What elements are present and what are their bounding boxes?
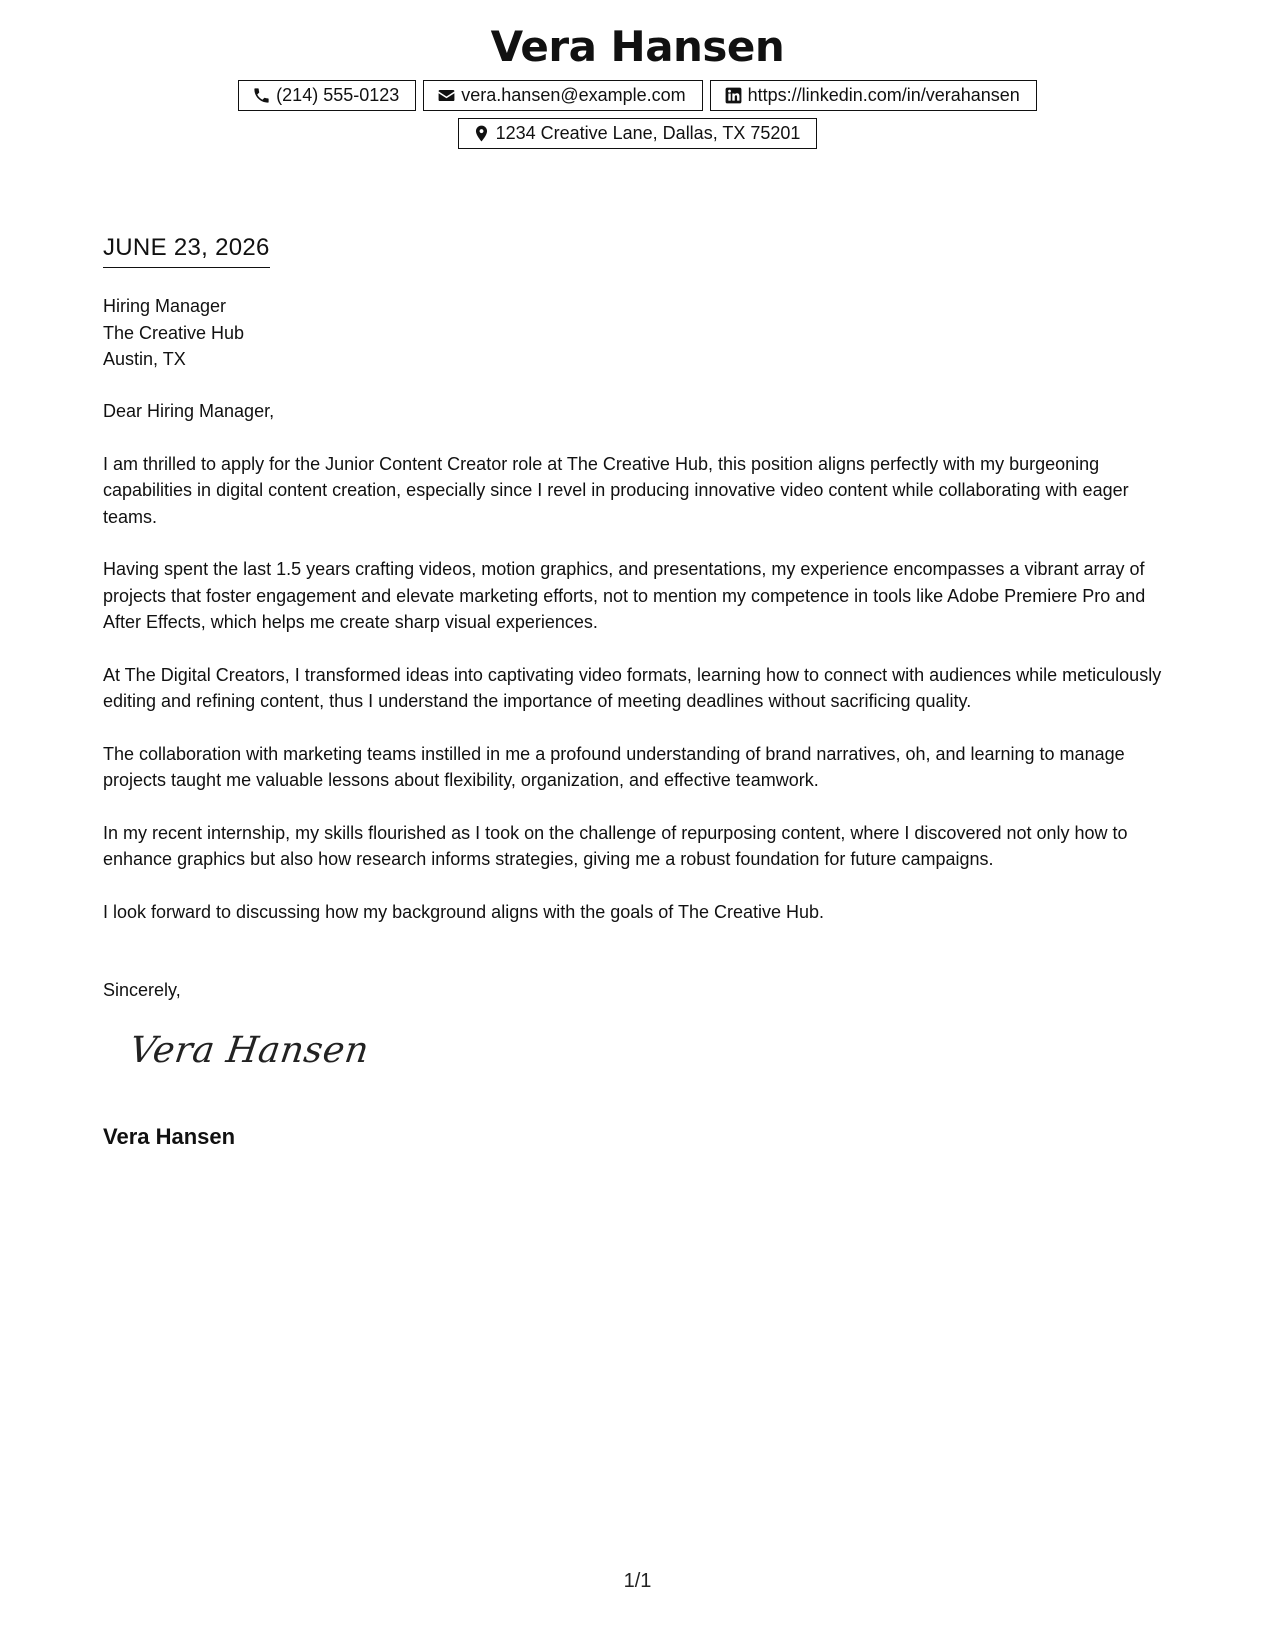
- body-paragraph: I am thrilled to apply for the Junior Content Creator role at The Creative Hub, this position aligns perfectly with my burgeoning capabilities in digital content creation, especially since I revel in producing innovative video content while collaborating with eager teams.: [103, 453, 1129, 527]
- body-paragraph: I look forward to discussing how my background aligns with the goals of The Creative Hub.: [103, 901, 825, 922]
- contact-address-text: 1234 Creative Lane, Dallas, TX 75201: [495, 123, 801, 143]
- contact-row-primary: [0, 80, 1275, 111]
- linkedin-icon: [724, 86, 743, 105]
- recipient-title: Hiring Manager: [103, 296, 227, 316]
- map-pin-icon: [472, 124, 491, 143]
- closing-line: Sincerely,: [103, 980, 181, 1000]
- signed-name: Vera Hansen: [103, 1124, 236, 1149]
- envelope-icon: [437, 86, 456, 105]
- recipient-company: The Creative Hub: [103, 322, 245, 343]
- body-paragraph: At The Digital Creators, I transformed ideas into captivating video formats, learning how to connect with audiences while meticulously editing and refining content, thus I understand the importance of meeting deadlines without sacrificing quality.: [103, 664, 1162, 711]
- recipient-location: Austin, TX: [103, 349, 186, 369]
- page-number: 1/1: [623, 1570, 652, 1592]
- contact-phone[interactable]: [238, 80, 416, 111]
- contact-email[interactable]: [423, 80, 702, 111]
- body-paragraph: The collaboration with marketing teams instilled in me a profound understanding of brand narratives, oh, and learning to manage projects taught me valuable lessons about flexibility, organization, and effective teamwork.: [103, 743, 1125, 790]
- contact-phone-text: (214) 555-0123: [276, 85, 400, 105]
- letter-date: JUNE 23, 2026: [103, 234, 270, 268]
- contact-address[interactable]: [458, 118, 818, 149]
- contact-linkedin-text: https://linkedin.com/in/verahansen: [747, 85, 1020, 105]
- body-paragraph: Having spent the last 1.5 years crafting videos, motion graphics, and presentations, my experience encompasses a vibrant array of projects that foster engagement and elevate marketing efforts, not to mention my competence in tools like Adobe Premiere Pro and After Effects, which helps me create sharp visual experiences.: [103, 559, 1146, 632]
- contact-row-secondary: [0, 118, 1275, 149]
- applicant-name-heading: Vera Hansen: [490, 22, 785, 71]
- contact-linkedin[interactable]: [710, 80, 1037, 111]
- letter-body: [103, 398, 1178, 951]
- handwritten-signature: Vera Hansen: [127, 1030, 372, 1071]
- contact-email-text: vera.hansen@example.com: [461, 85, 686, 105]
- body-paragraph: In my recent internship, my skills flourished as I took on the challenge of repurposing content, where I discovered not only how to enhance graphics but also how research informs strategies, giving me a robust foundation for future campaigns.: [103, 822, 1128, 869]
- phone-icon: [252, 86, 271, 105]
- recipient-block: [103, 293, 244, 373]
- salutation: Dear Hiring Manager,: [103, 401, 275, 421]
